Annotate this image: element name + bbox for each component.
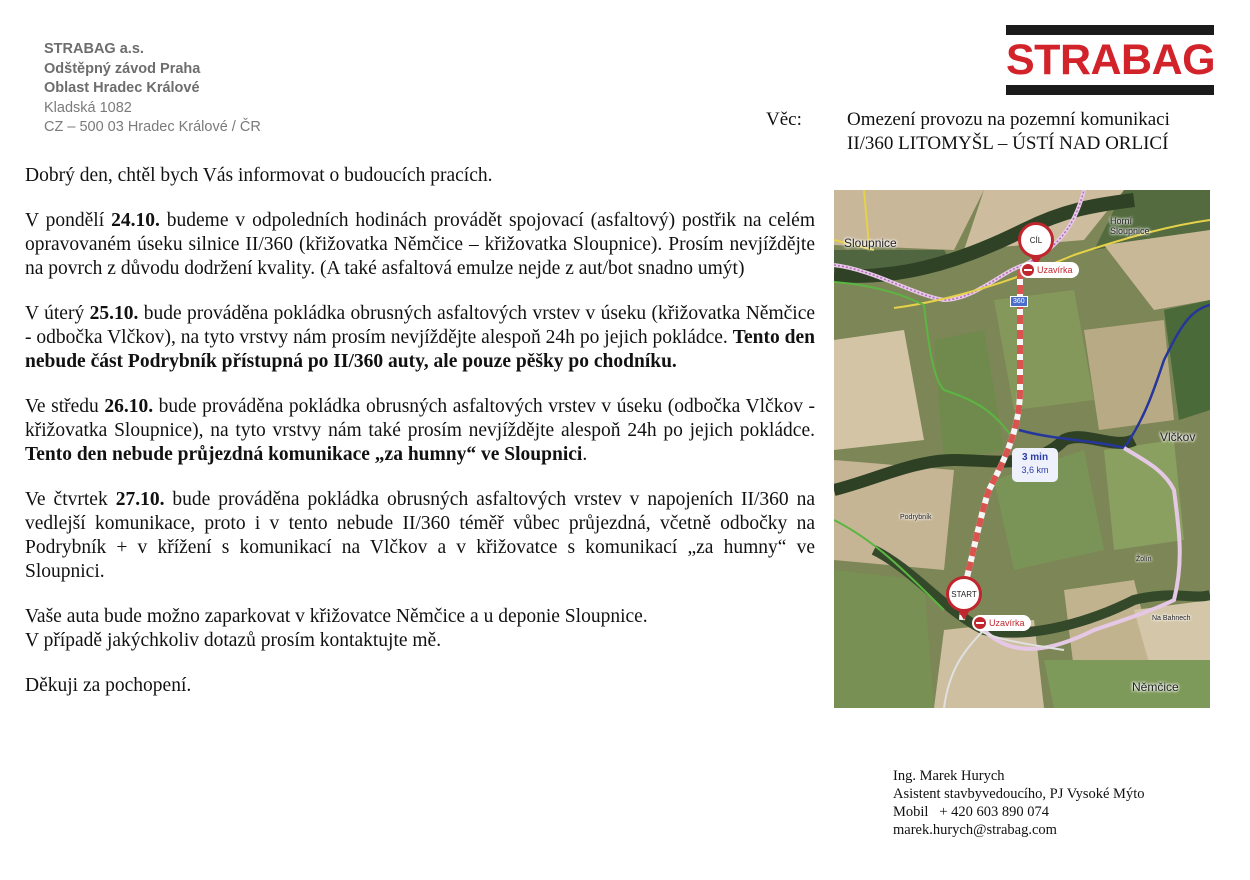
- paragraph-parking: [25, 605, 815, 653]
- sender-city: CZ – 500 03 Hradec Králové / ČR: [44, 119, 261, 135]
- road-number-shield: 360: [1010, 296, 1028, 307]
- no-entry-icon: [1022, 264, 1034, 276]
- wednesday-end: .: [582, 444, 588, 465]
- paragraph-wednesday: [25, 395, 815, 467]
- subject-line-1: Omezení provozu na pozemní komunikaci: [847, 109, 1170, 130]
- signature-phone: Mobil + 420 603 890 074: [893, 804, 1050, 820]
- contact-text: V případě jakýchkoliv dotazů prosím kontaktujte mě.: [25, 630, 442, 651]
- start-pin-label: START: [951, 589, 977, 599]
- thursday-pre: Ve čtvrtek: [25, 489, 116, 510]
- wednesday-date: 26.10.: [104, 396, 154, 417]
- map-label-vlckov: Vlčkov: [1160, 430, 1196, 444]
- route-time: 3 min: [1021, 452, 1049, 463]
- paragraph-thursday: [25, 488, 815, 584]
- sender-street: Kladská 1082: [44, 99, 132, 116]
- closure-badge-north: [1020, 262, 1079, 278]
- route-info-box: [1012, 448, 1058, 482]
- strabag-logo: [1006, 25, 1214, 95]
- sender-company: STRABAG a.s.: [44, 41, 144, 57]
- tuesday-notice: Tento den nebude část Podrybník přístupná po II/360 auty, ale pouze pěšky po chodníku.: [25, 327, 815, 372]
- wednesday-pre: Ve středu: [25, 396, 105, 417]
- signature-block: [893, 767, 1144, 839]
- route-distance: 3,6 km: [1021, 465, 1049, 475]
- tuesday-text: bude prováděna pokládka obrusných asfaltových vrstev v úseku (křižovatka Němčice - odbočka Vlčkov), na tyto vrstvy nám prosím nevjíždějte alespoň 24h po jejich pokládce.: [25, 303, 816, 348]
- map-label-zolin: Žolín: [1136, 556, 1152, 563]
- subject-line-2: II/360 LITOMYŠL – ÚSTÍ NAD ORLICÍ: [847, 133, 1169, 154]
- map-label-na-bahnech: Na Bahnech: [1152, 615, 1191, 622]
- signature-email[interactable]: marek.hurych@strabag.com: [893, 822, 1057, 838]
- paragraph-monday: [25, 209, 815, 281]
- logo-wordmark: STRABAG: [1006, 36, 1216, 84]
- subject-text: [847, 108, 1170, 156]
- start-pin-tail: [958, 610, 970, 620]
- start-pin-icon: [946, 576, 982, 612]
- signature-title: Asistent stavbyvedoucího, PJ Vysoké Mýto: [893, 786, 1145, 802]
- thursday-text: bude prováděna pokládka obrusných asfaltových vrstev v napojeních II/360 na vedlejší komunikace, proto i v tento nebude II/360 téměř vůbec průjezdná, včetně odbočky na Podrybník + v křížení s komunikací na Vlčkov a v křižovatce s komunikací „za humny“ ve Sloupnici.: [25, 489, 815, 582]
- parking-text: Vaše auta bude možno zaparkovat v křižovatce Němčice a u deponie Sloupnice.: [25, 606, 648, 627]
- no-entry-icon: [974, 617, 986, 629]
- greeting: Dobrý den, chtěl bych Vás informovat o budoucích pracích.: [25, 165, 493, 186]
- closing: Děkuji za pochopení.: [25, 675, 192, 696]
- wednesday-text: bude prováděna pokládka obrusných asfaltových vrstev v úseku (odbočka Vlčkov - křižovatka Sloupnice), na tyto vrstvy nám také prosím nevjíždějte alespoň 24h po jejich pokládce.: [25, 396, 815, 441]
- logo-bar-bottom: [1006, 85, 1214, 95]
- monday-pre: V pondělí: [25, 210, 112, 231]
- route-map: [834, 190, 1210, 708]
- subject-label: Věc:: [766, 109, 802, 130]
- monday-date: 24.10.: [111, 210, 160, 231]
- monday-text: budeme v odpoledních hodinách provádět spojovací (asfaltový) postřik na celém opravovaném úseku silnice II/360 (křižovatka Němčice – křižovatka Sloupnice). Prosím nevjíždějte na povrch z důvodu dodržení kvality. (A také asfaltová emulze nejde z aut/bot snadno umýt): [25, 210, 815, 279]
- closure-label-south: Uzavírka: [989, 618, 1025, 628]
- map-label-sloupnice: Sloupnice: [844, 236, 897, 250]
- closure-badge-south: [972, 615, 1031, 631]
- sender-address: [44, 40, 261, 138]
- map-label-horni-sloupnice: Horní Sloupnice: [1110, 216, 1150, 236]
- tuesday-date: 25.10.: [89, 303, 139, 324]
- end-pin-label: CÍL: [1029, 235, 1043, 245]
- logo-bar-top: [1006, 25, 1214, 35]
- sender-region: Oblast Hradec Králové: [44, 80, 200, 96]
- signature-name: Ing. Marek Hurych: [893, 768, 1005, 784]
- thursday-date: 27.10.: [115, 489, 165, 510]
- letter-body: [25, 164, 815, 719]
- sender-branch: Odštěpný závod Praha: [44, 60, 201, 77]
- map-label-nemcice: Němčice: [1132, 680, 1179, 694]
- map-label-podrybnik: Podrybník: [900, 514, 932, 521]
- closure-label-north: Uzavírka: [1037, 265, 1073, 275]
- wednesday-notice: Tento den nebude průjezdná komunikace „za humny“ ve Sloupnici: [25, 444, 583, 465]
- end-pin-icon: [1018, 222, 1054, 258]
- tuesday-pre: V úterý: [25, 303, 90, 324]
- paragraph-tuesday: [25, 302, 815, 374]
